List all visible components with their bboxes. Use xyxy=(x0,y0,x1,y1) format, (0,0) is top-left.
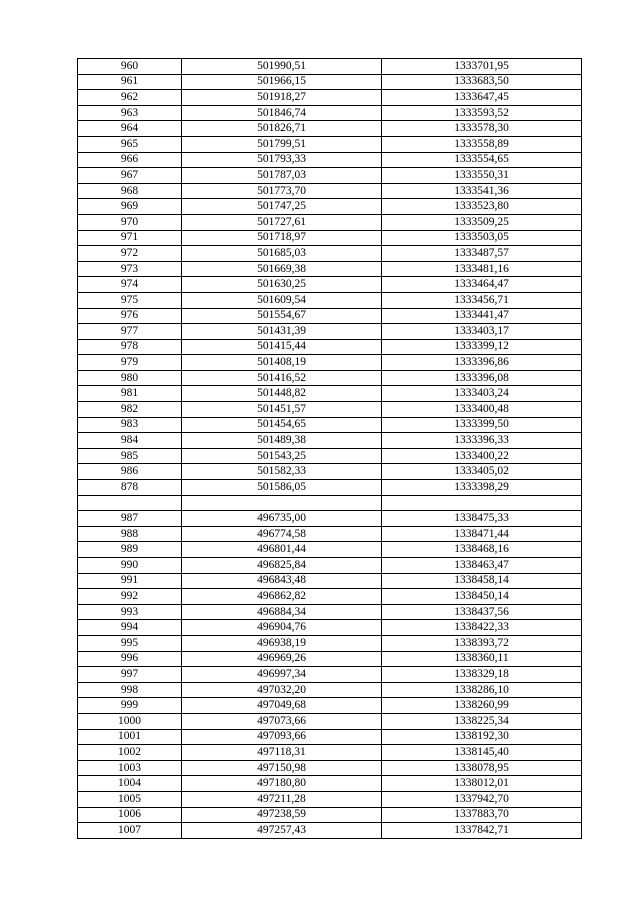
point-number-cell: 995 xyxy=(78,635,182,651)
table-row xyxy=(78,823,582,839)
table-row xyxy=(78,573,582,589)
y-coordinate-cell: 1338468,16 xyxy=(382,542,582,558)
point-number-cell: 1001 xyxy=(78,729,182,745)
y-coordinate-cell: 1333523,80 xyxy=(382,199,582,215)
point-number-cell: 979 xyxy=(78,355,182,371)
table-row xyxy=(78,199,582,215)
x-coordinate-cell: 496904,76 xyxy=(182,620,382,636)
point-number-cell: 972 xyxy=(78,246,182,262)
x-coordinate-cell: 497150,98 xyxy=(182,760,382,776)
x-coordinate-cell: 501451,57 xyxy=(182,402,382,418)
point-number-cell: 985 xyxy=(78,448,182,464)
table-row xyxy=(78,386,582,402)
y-coordinate-cell: 1338422,33 xyxy=(382,620,582,636)
y-coordinate-cell: 1333647,45 xyxy=(382,90,582,106)
coordinates-table xyxy=(77,58,582,839)
table-row xyxy=(78,59,582,75)
table-row xyxy=(78,402,582,418)
point-number-cell: 965 xyxy=(78,136,182,152)
x-coordinate-cell: 496884,34 xyxy=(182,604,382,620)
x-coordinate-cell: 501773,70 xyxy=(182,183,382,199)
table-row xyxy=(78,480,582,496)
y-coordinate-cell: 1333399,50 xyxy=(382,417,582,433)
table-row xyxy=(78,183,582,199)
table-row xyxy=(78,308,582,324)
point-number-cell: 963 xyxy=(78,105,182,121)
x-coordinate-cell: 496938,19 xyxy=(182,635,382,651)
x-coordinate-cell: 501669,38 xyxy=(182,261,382,277)
y-coordinate-cell: 1337883,70 xyxy=(382,807,582,823)
y-coordinate-cell: 1338360,11 xyxy=(382,651,582,667)
point-number-cell: 988 xyxy=(78,526,182,542)
table-row xyxy=(78,651,582,667)
table-row xyxy=(78,370,582,386)
y-coordinate-cell: 1333554,65 xyxy=(382,152,582,168)
y-coordinate-cell: 1338458,14 xyxy=(382,573,582,589)
x-coordinate-cell: 501918,27 xyxy=(182,90,382,106)
table-row xyxy=(78,448,582,464)
point-number-cell: 987 xyxy=(78,511,182,527)
point-number-cell: 962 xyxy=(78,90,182,106)
point-number-cell: 1000 xyxy=(78,713,182,729)
table-row xyxy=(78,776,582,792)
point-number-cell: 994 xyxy=(78,620,182,636)
x-coordinate-cell: 496774,58 xyxy=(182,526,382,542)
table-row xyxy=(78,246,582,262)
x-coordinate-cell: 501966,15 xyxy=(182,74,382,90)
y-coordinate-cell: 1333683,50 xyxy=(382,74,582,90)
y-coordinate-cell: 1333403,24 xyxy=(382,386,582,402)
table-row xyxy=(78,698,582,714)
point-number-cell: 1004 xyxy=(78,776,182,792)
y-coordinate-cell: 1338475,33 xyxy=(382,511,582,527)
table-row xyxy=(78,620,582,636)
point-number-cell: 983 xyxy=(78,417,182,433)
y-coordinate-cell: 1338437,56 xyxy=(382,604,582,620)
table-row xyxy=(78,230,582,246)
table-row xyxy=(78,511,582,527)
x-coordinate-cell: 501416,52 xyxy=(182,370,382,386)
x-coordinate-cell: 501727,61 xyxy=(182,214,382,230)
y-coordinate-cell: 1333441,47 xyxy=(382,308,582,324)
table-row xyxy=(78,168,582,184)
y-coordinate-cell: 1333396,33 xyxy=(382,433,582,449)
y-coordinate-cell: 1338286,10 xyxy=(382,682,582,698)
point-number-cell: 993 xyxy=(78,604,182,620)
y-coordinate-cell: 1337842,71 xyxy=(382,823,582,839)
y-coordinate-cell: 1333578,30 xyxy=(382,121,582,137)
table-row xyxy=(78,604,582,620)
x-coordinate-cell: 501718,97 xyxy=(182,230,382,246)
table-row xyxy=(78,292,582,308)
point-number-cell: 960 xyxy=(78,59,182,75)
x-coordinate-cell: 501543,25 xyxy=(182,448,382,464)
y-coordinate-cell: 1333405,02 xyxy=(382,464,582,480)
table-row xyxy=(78,433,582,449)
x-coordinate-cell: 501685,03 xyxy=(182,246,382,262)
x-coordinate-cell: 496825,84 xyxy=(182,558,382,574)
table-row xyxy=(78,339,582,355)
y-coordinate-cell: 1333509,25 xyxy=(382,214,582,230)
point-number-cell: 981 xyxy=(78,386,182,402)
x-coordinate-cell: 501489,38 xyxy=(182,433,382,449)
y-coordinate-cell: 1333503,05 xyxy=(382,230,582,246)
point-number-cell: 968 xyxy=(78,183,182,199)
x-coordinate-cell: 496843,48 xyxy=(182,573,382,589)
point-number-cell: 974 xyxy=(78,277,182,293)
table-row xyxy=(78,261,582,277)
table-row xyxy=(78,807,582,823)
table-row xyxy=(78,121,582,137)
table-row xyxy=(78,417,582,433)
x-coordinate-cell: 496801,44 xyxy=(182,542,382,558)
y-coordinate-cell: 1333403,17 xyxy=(382,324,582,340)
point-number-cell: 982 xyxy=(78,402,182,418)
point-number-cell: 975 xyxy=(78,292,182,308)
x-coordinate-cell: 501793,33 xyxy=(182,152,382,168)
x-coordinate-cell: 501630,25 xyxy=(182,277,382,293)
x-coordinate-cell: 501990,51 xyxy=(182,59,382,75)
x-coordinate-cell: 497118,31 xyxy=(182,745,382,761)
table-row xyxy=(78,464,582,480)
point-number-cell: 991 xyxy=(78,573,182,589)
point-number-cell: 964 xyxy=(78,121,182,137)
x-coordinate-cell: 501787,03 xyxy=(182,168,382,184)
x-coordinate-cell: 501415,44 xyxy=(182,339,382,355)
x-coordinate-cell: 501431,39 xyxy=(182,324,382,340)
x-coordinate-cell: 497093,66 xyxy=(182,729,382,745)
x-coordinate-cell: 496997,34 xyxy=(182,667,382,683)
x-coordinate-cell: 497257,43 xyxy=(182,823,382,839)
point-number-cell: 1002 xyxy=(78,745,182,761)
point-number-cell: 992 xyxy=(78,589,182,605)
table-row xyxy=(78,495,582,511)
point-number-cell: 973 xyxy=(78,261,182,277)
y-coordinate-cell: 1338260,99 xyxy=(382,698,582,714)
y-coordinate-cell: 1338471,44 xyxy=(382,526,582,542)
y-coordinate-cell: 1333396,08 xyxy=(382,370,582,386)
x-coordinate-cell: 497032,20 xyxy=(182,682,382,698)
point-number-cell: 997 xyxy=(78,667,182,683)
y-coordinate-cell: 1338393,72 xyxy=(382,635,582,651)
y-coordinate-cell: 1333400,48 xyxy=(382,402,582,418)
table-row xyxy=(78,589,582,605)
point-number-cell: 1007 xyxy=(78,823,182,839)
table-row xyxy=(78,277,582,293)
table-row xyxy=(78,745,582,761)
y-coordinate-cell: 1333399,12 xyxy=(382,339,582,355)
x-coordinate-cell: 501826,71 xyxy=(182,121,382,137)
y-coordinate-cell: 1338329,18 xyxy=(382,667,582,683)
x-coordinate-cell: 501846,74 xyxy=(182,105,382,121)
x-coordinate-cell: 501454,65 xyxy=(182,417,382,433)
table-row xyxy=(78,558,582,574)
table-row xyxy=(78,791,582,807)
x-coordinate-cell: 501609,54 xyxy=(182,292,382,308)
x-coordinate-cell: 501747,25 xyxy=(182,199,382,215)
y-coordinate-cell: 1333558,89 xyxy=(382,136,582,152)
x-coordinate-cell: 497238,59 xyxy=(182,807,382,823)
table-row xyxy=(78,324,582,340)
x-coordinate-cell xyxy=(182,495,382,511)
y-coordinate-cell: 1333550,31 xyxy=(382,168,582,184)
point-number-cell: 1005 xyxy=(78,791,182,807)
y-coordinate-cell: 1337942,70 xyxy=(382,791,582,807)
table-row xyxy=(78,90,582,106)
y-coordinate-cell: 1333464,47 xyxy=(382,277,582,293)
y-coordinate-cell: 1338463,47 xyxy=(382,558,582,574)
y-coordinate-cell: 1333593,52 xyxy=(382,105,582,121)
table-row xyxy=(78,105,582,121)
point-number-cell: 977 xyxy=(78,324,182,340)
x-coordinate-cell: 501408,19 xyxy=(182,355,382,371)
point-number-cell xyxy=(78,495,182,511)
table-row xyxy=(78,760,582,776)
x-coordinate-cell: 497211,28 xyxy=(182,791,382,807)
y-coordinate-cell: 1338450,14 xyxy=(382,589,582,605)
table-row xyxy=(78,542,582,558)
point-number-cell: 996 xyxy=(78,651,182,667)
y-coordinate-cell: 1333487,57 xyxy=(382,246,582,262)
x-coordinate-cell: 501799,51 xyxy=(182,136,382,152)
point-number-cell: 1006 xyxy=(78,807,182,823)
table-row xyxy=(78,355,582,371)
x-coordinate-cell: 501554,67 xyxy=(182,308,382,324)
y-coordinate-cell: 1333541,36 xyxy=(382,183,582,199)
point-number-cell: 978 xyxy=(78,339,182,355)
y-coordinate-cell: 1338145,40 xyxy=(382,745,582,761)
point-number-cell: 986 xyxy=(78,464,182,480)
table-row xyxy=(78,713,582,729)
point-number-cell: 998 xyxy=(78,682,182,698)
y-coordinate-cell: 1338225,34 xyxy=(382,713,582,729)
point-number-cell: 976 xyxy=(78,308,182,324)
point-number-cell: 969 xyxy=(78,199,182,215)
x-coordinate-cell: 501582,33 xyxy=(182,464,382,480)
point-number-cell: 878 xyxy=(78,480,182,496)
table-row xyxy=(78,635,582,651)
y-coordinate-cell: 1333481,16 xyxy=(382,261,582,277)
x-coordinate-cell: 497049,68 xyxy=(182,698,382,714)
y-coordinate-cell xyxy=(382,495,582,511)
point-number-cell: 970 xyxy=(78,214,182,230)
x-coordinate-cell: 501586,05 xyxy=(182,480,382,496)
y-coordinate-cell: 1333396,86 xyxy=(382,355,582,371)
point-number-cell: 967 xyxy=(78,168,182,184)
table-row xyxy=(78,136,582,152)
table-row xyxy=(78,667,582,683)
point-number-cell: 980 xyxy=(78,370,182,386)
y-coordinate-cell: 1333701,95 xyxy=(382,59,582,75)
table-row xyxy=(78,152,582,168)
y-coordinate-cell: 1338192,30 xyxy=(382,729,582,745)
y-coordinate-cell: 1333400,22 xyxy=(382,448,582,464)
point-number-cell: 971 xyxy=(78,230,182,246)
coordinates-table-body xyxy=(78,59,582,839)
y-coordinate-cell: 1333456,71 xyxy=(382,292,582,308)
table-row xyxy=(78,214,582,230)
table-row xyxy=(78,526,582,542)
point-number-cell: 1003 xyxy=(78,760,182,776)
x-coordinate-cell: 496735,00 xyxy=(182,511,382,527)
x-coordinate-cell: 501448,82 xyxy=(182,386,382,402)
x-coordinate-cell: 496969,26 xyxy=(182,651,382,667)
table-row xyxy=(78,682,582,698)
x-coordinate-cell: 497180,80 xyxy=(182,776,382,792)
table-row xyxy=(78,729,582,745)
point-number-cell: 999 xyxy=(78,698,182,714)
y-coordinate-cell: 1333398,29 xyxy=(382,480,582,496)
point-number-cell: 984 xyxy=(78,433,182,449)
point-number-cell: 990 xyxy=(78,558,182,574)
x-coordinate-cell: 496862,82 xyxy=(182,589,382,605)
point-number-cell: 961 xyxy=(78,74,182,90)
x-coordinate-cell: 497073,66 xyxy=(182,713,382,729)
y-coordinate-cell: 1338012,01 xyxy=(382,776,582,792)
point-number-cell: 966 xyxy=(78,152,182,168)
point-number-cell: 989 xyxy=(78,542,182,558)
table-row xyxy=(78,74,582,90)
y-coordinate-cell: 1338078,95 xyxy=(382,760,582,776)
